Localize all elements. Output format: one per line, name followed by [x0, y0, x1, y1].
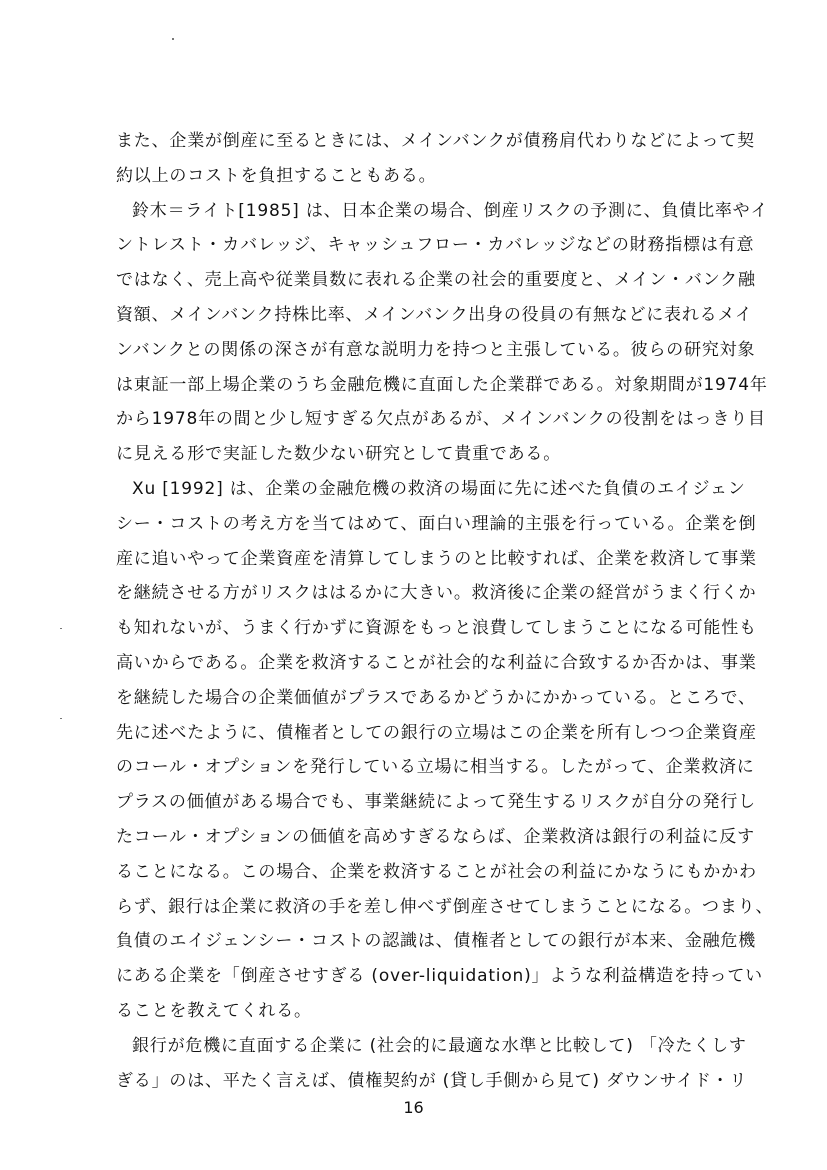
text-line: ではなく、売上高や従業員数に表れる企業の社会的重要度と、メイン・バンク融 — [116, 270, 756, 290]
text-line: も知れないが、うまく行かずに資源をもっと浪費してしまうことになる可能性も — [116, 618, 757, 638]
text-line: ンバンクとの関係の深さが有意な説明力を持つと主張している。彼らの研究対象 — [116, 340, 756, 360]
text-line: シー・コストの考え方を当てはめて、面白い理論的主張を行っている。企業を倒 — [116, 514, 757, 534]
text-line: Xu [1992] は、企業の金融危機の救済の場面に先に述べた負債のエイジェン — [132, 479, 746, 499]
text-line: また、企業が倒産に至るときには、メインバンクが債務肩代わりなどによって契 — [116, 131, 755, 151]
text-line: ントレスト・カバレッジ、キャッシュフロー・カバレッジなどの財務指標は有意 — [116, 235, 755, 255]
text-line: 産に追いやって企業資産を清算してしまうのと比較すれば、企業を救済して事業 — [116, 549, 757, 569]
text-line: 負債のエイジェンシー・コストの認識は、債権者としての銀行が本来、金融危機 — [116, 931, 757, 951]
text-line: ぎる」のは、平たく言えば、債権契約が (貸し手側から見て) ダウンサイド・リ — [116, 1071, 748, 1091]
text-line: らず、銀行は企業に救済の手を差し伸べず倒産させてしまうことになる。つまり、 — [116, 897, 774, 917]
text-line: 約以上のコストを負担することもある。 — [116, 166, 437, 186]
text-line: を継続させる方がリスクははるかに大きい。救済後に企業の経営がうまく行くか — [116, 583, 757, 603]
text-line: ることを教えてくれる。 — [116, 1001, 312, 1021]
text-line: のコール・オプションを発行している立場に相当する。したがって、企業救済に — [116, 757, 755, 777]
scan-speck — [172, 38, 174, 40]
text-line: から1978年の間と少し短すぎる欠点があるが、メインバンクの役割をはっきり目 — [116, 409, 766, 429]
text-line: に見える形で実証した数少ない研究として貴重である。 — [116, 444, 561, 464]
text-line: ることになる。この場合、企業を救済することが社会の利益にかなうにもかかわ — [116, 862, 757, 882]
text-line: を継続した場合の企業価値がプラスであるかどうかにかかっている。ところで、 — [116, 688, 756, 708]
text-line: にある企業を「倒産させすぎる (over-liquidation)」ような利益構造を持ってい — [116, 966, 763, 986]
text-line: 鈴木＝ライト[1985] は、日本企業の場合、倒産リスクの予測に、負債比率やイ — [132, 201, 769, 221]
text-line: たコール・オプションの価値を高めすぎるならば、企業救済は銀行の利益に反す — [116, 827, 755, 847]
text-line: プラスの価値がある場合でも、事業継続によって発生するリスクが自分の発行し — [116, 792, 756, 812]
text-line: は東証一部上場企業のうち金融危機に直面した企業群である。対象期間が1974年 — [116, 375, 768, 395]
page-number: 16 — [403, 1098, 424, 1117]
scan-speck — [60, 718, 62, 719]
text-line: 銀行が危機に直面する企業に (社会的に最適な水準と比較して) 「冷たくしす — [132, 1036, 747, 1056]
scan-speck — [60, 628, 62, 629]
text-line: 資額、メインバンク持株比率、メインバンク出身の役員の有無などに表れるメイ — [116, 305, 753, 325]
text-line: 高いからである。企業を救済することが社会的な利益に合致するか否かは、事業 — [116, 653, 757, 673]
text-line: 先に述べたように、債権者としての銀行の立場はこの企業を所有しつつ企業資産 — [116, 723, 757, 743]
